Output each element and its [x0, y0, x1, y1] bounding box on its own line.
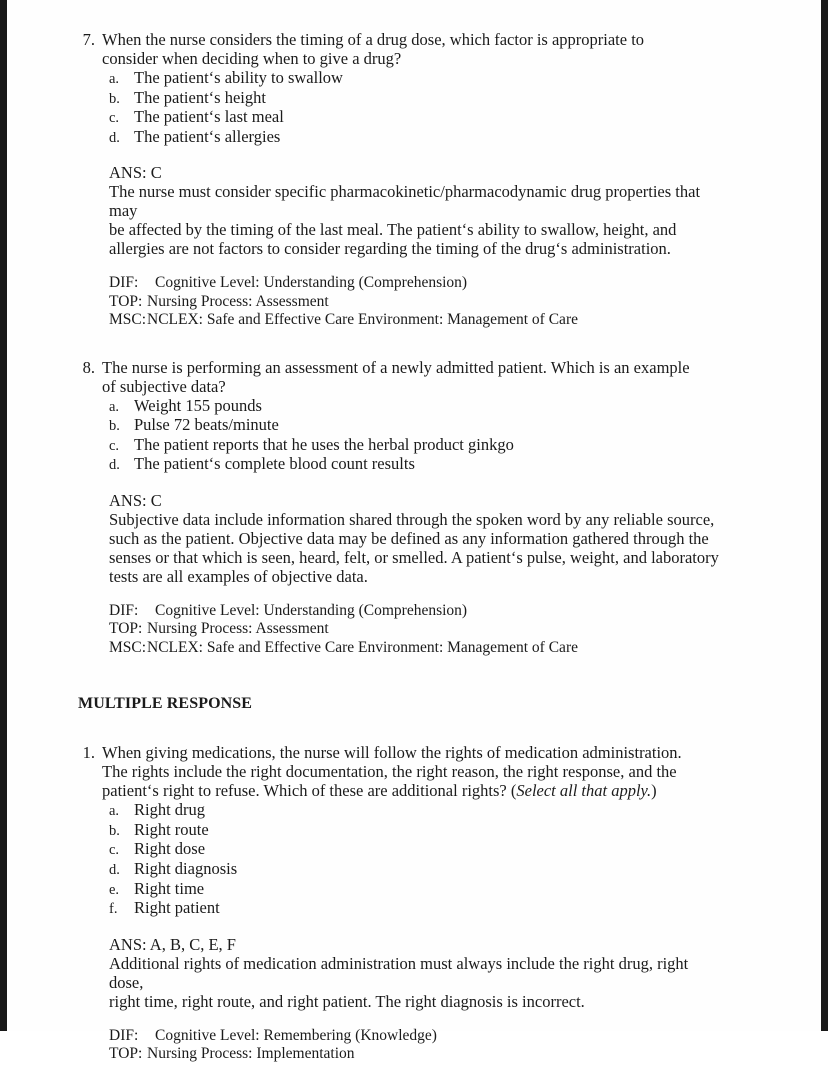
rationale-line: Additional rights of medication administration must always include the right drug, right dose, [109, 953, 689, 992]
option-text: The patient‘s last meal [134, 107, 284, 127]
answer-key: ANS: A, B, C, E, F [109, 934, 236, 954]
answer-option[interactable] [109, 128, 752, 148]
answer-option[interactable] [109, 397, 752, 417]
option-letter: c. [109, 110, 120, 127]
metadata-row [109, 293, 752, 311]
option-text: The patient‘s ability to swallow [134, 68, 343, 87]
option-text: Right diagnosis [134, 858, 238, 878]
metadata-row [109, 311, 752, 329]
question-stem [102, 743, 702, 800]
question-stem-final-line [163, 781, 657, 800]
metadata-key: MSC: [109, 311, 147, 329]
option-letter: d. [109, 457, 120, 474]
select-all-instruction: Select all that apply. [516, 781, 652, 801]
metadata-value: Nursing Process: Assessment [147, 292, 329, 310]
answer-option[interactable] [109, 69, 752, 89]
question-metadata [72, 274, 752, 329]
answer-option[interactable] [109, 89, 752, 109]
answer-option[interactable] [109, 899, 752, 919]
option-text: Pulse 72 beats/minute [134, 415, 279, 435]
block-spacer [72, 336, 752, 358]
answer-option[interactable] [109, 416, 752, 436]
answer-option[interactable] [109, 821, 752, 841]
page-left-edge-strip [0, 0, 7, 1031]
option-text: The patient‘s complete blood count results [134, 454, 415, 474]
question-stem-row [72, 743, 752, 800]
option-letter: e. [109, 881, 120, 898]
metadata-value: Nursing Process: Implementation [147, 1045, 355, 1063]
rationale-line: The nurse must consider specific pharmacokinetic/pharmacodynamic drug properties that may [109, 182, 701, 221]
section-heading: MULTIPLE RESPONSE [78, 695, 253, 713]
answer-option[interactable] [109, 880, 752, 900]
option-text: The patient‘s height [134, 87, 266, 107]
metadata-key: DIF: [109, 601, 139, 619]
answer-key: ANS: C [109, 163, 162, 183]
question-item [72, 743, 752, 1063]
question-stem-line: When the nurse considers the timing of a drug dose, which factor is appropriate to consider [102, 30, 645, 68]
metadata-key: TOP: [109, 292, 143, 310]
question-stem-row [72, 358, 752, 396]
page-right-edge-strip [821, 0, 828, 1031]
metadata-key: TOP: [109, 1045, 143, 1063]
option-letter: c. [109, 842, 120, 859]
answer-options [72, 801, 752, 919]
answer-options [72, 397, 752, 475]
question-stem [102, 358, 702, 396]
option-letter: b. [109, 90, 120, 107]
metadata-value: NCLEX: Safe and Effective Care Environment: Management of Care [147, 311, 578, 329]
answer-option[interactable] [109, 436, 752, 456]
metadata-value: Nursing Process: Assessment [147, 620, 329, 638]
option-letter: a. [109, 398, 120, 415]
option-text: Right drug [134, 800, 206, 820]
answer-option[interactable] [109, 108, 752, 128]
rationale-text [109, 954, 721, 1011]
question-metadata [72, 1027, 752, 1064]
metadata-row [109, 620, 752, 638]
answer-rationale [72, 163, 752, 258]
option-text: The patient reports that he uses the herbal product ginkgo [134, 434, 514, 454]
rationale-text [109, 510, 721, 586]
metadata-key: DIF: [109, 1026, 139, 1044]
answer-rationale [72, 491, 752, 586]
rationale-line: be affected by the timing of the last meal. The patient‘s ability to swallow, height, and [109, 220, 677, 240]
metadata-row [109, 639, 752, 657]
option-letter: b. [109, 418, 120, 435]
metadata-row [109, 602, 752, 620]
option-text: Weight 155 pounds [134, 395, 262, 415]
stem-prefix: right to refuse. Which of these are additional rights? ( [162, 781, 517, 801]
option-text: Right dose [134, 839, 206, 859]
rationale-line: Subjective data include information shared through the spoken word by any reliable source, [109, 509, 715, 529]
option-letter: d. [109, 129, 120, 146]
answer-option[interactable] [109, 455, 752, 475]
question-metadata [72, 602, 752, 657]
option-letter: b. [109, 822, 120, 839]
question-number: 8. [82, 357, 95, 377]
stem-suffix: ) [651, 781, 657, 801]
rationale-text [109, 182, 721, 258]
option-letter: c. [109, 437, 120, 454]
question-stem [102, 30, 702, 68]
answer-options [72, 69, 752, 147]
question-stem-row [72, 30, 752, 68]
metadata-key: MSC: [109, 638, 147, 656]
rationale-line: senses or that which is seen, heard, felt, or smelled. A patient‘s pulse, weight, and laboratory [109, 547, 719, 567]
metadata-row [109, 274, 752, 292]
rationale-line: such as the patient. Objective data may be defined as any information gathered through the [109, 528, 709, 548]
metadata-row [109, 1027, 752, 1045]
option-text: Right patient [134, 898, 220, 918]
page-content [72, 30, 752, 1070]
option-text: Right route [134, 819, 209, 839]
question-item [72, 358, 752, 658]
answer-rationale [72, 935, 752, 1011]
metadata-key: TOP: [109, 620, 143, 638]
answer-option[interactable] [109, 840, 752, 860]
option-letter: f. [109, 901, 118, 918]
rationale-line: tests are all examples of objective data. [109, 566, 368, 586]
option-letter: d. [109, 861, 120, 878]
question-stem-line: When giving medications, the nurse will follow the rights of medication administration. The [102, 743, 682, 782]
question-stem-line: subjective data? [119, 376, 226, 396]
metadata-row [109, 1045, 752, 1063]
answer-option[interactable] [109, 801, 752, 821]
option-text: Right time [134, 878, 205, 898]
option-letter: a. [109, 803, 120, 820]
metadata-value: NCLEX: Safe and Effective Care Environment: Management of Care [147, 638, 578, 656]
option-text: The patient‘s allergies [134, 126, 281, 146]
rationale-line: right time, right route, and right patient. The right diagnosis is incorrect. [109, 991, 585, 1011]
scanned-page [7, 0, 821, 1063]
question-number: 7. [82, 30, 95, 49]
question-item [72, 30, 752, 330]
metadata-value: Cognitive Level: Understanding (Comprehension) [155, 601, 468, 619]
metadata-value: Cognitive Level: Remembering (Knowledge) [155, 1026, 437, 1044]
question-number: 1. [82, 743, 95, 763]
question-stem-line: when deciding when to give a drug? [162, 49, 402, 68]
option-letter: a. [109, 71, 120, 87]
question-stem-line: rights include the right documentation, the right reason, the right response, and the patient‘s [102, 762, 677, 801]
rationale-line: allergies are not factors to consider regarding the timing of the drug‘s administration. [109, 239, 671, 259]
answer-key: ANS: C [109, 490, 162, 510]
metadata-value: Cognitive Level: Understanding (Comprehension) [155, 274, 468, 292]
metadata-key: DIF: [109, 274, 139, 292]
answer-option[interactable] [109, 860, 752, 880]
question-stem-line: The nurse is performing an assessment of a newly admitted patient. Which is an example of [102, 357, 690, 396]
